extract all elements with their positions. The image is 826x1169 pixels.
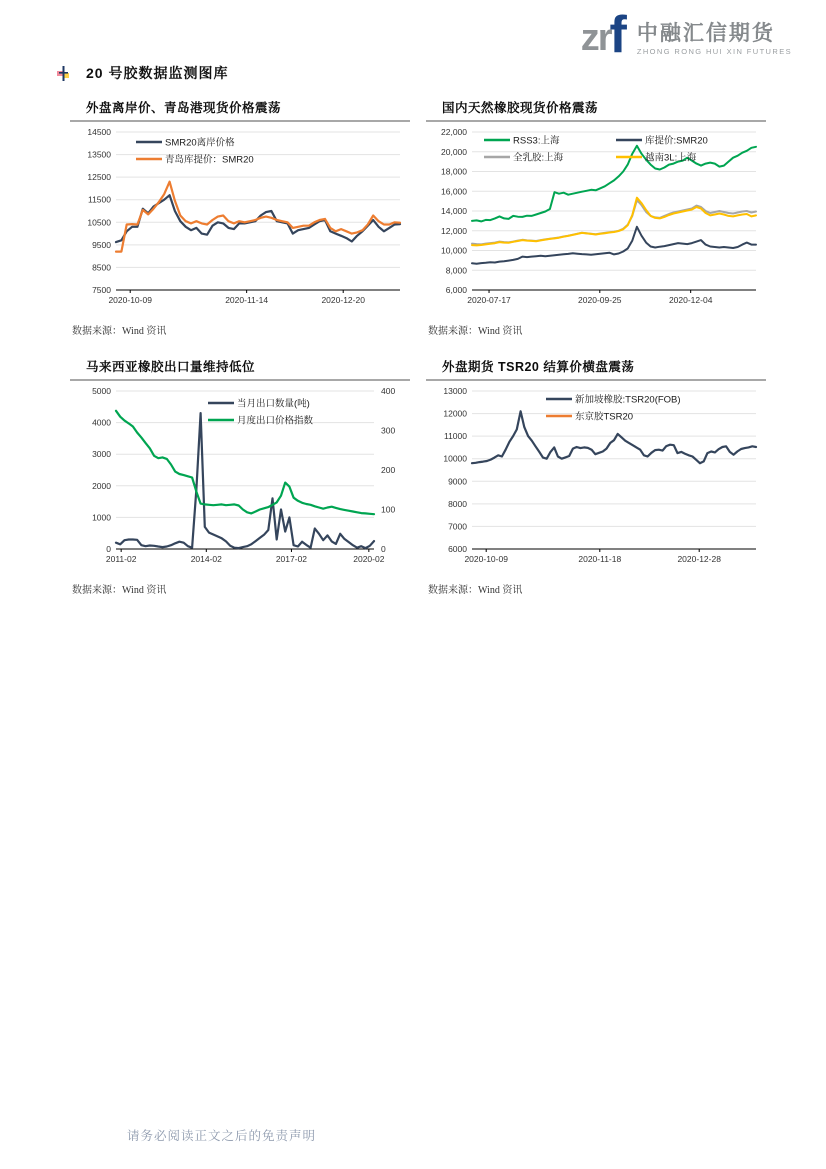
svg-text:SMR20离岸价格: SMR20离岸价格	[165, 137, 235, 149]
logo-zr-text: zr	[580, 16, 611, 59]
svg-text:1000: 1000	[92, 512, 111, 523]
svg-text:18,000: 18,000	[441, 166, 467, 177]
data-source-note: 数据来源：Wind 资讯	[72, 326, 167, 337]
brand-names	[637, 14, 792, 56]
svg-text:400: 400	[381, 386, 396, 396]
svg-text:RSS3:上海: RSS3:上海	[513, 135, 560, 147]
svg-text:12000: 12000	[443, 408, 467, 419]
svg-text:20,000: 20,000	[441, 146, 467, 157]
svg-text:7500: 7500	[92, 285, 111, 295]
data-source-note: 数据来源：Wind 资讯	[428, 585, 523, 596]
svg-text:青岛库提价：SMR20: 青岛库提价：SMR20	[165, 154, 254, 166]
svg-text:12,000: 12,000	[441, 225, 467, 236]
svg-text:库提价:SMR20: 库提价:SMR20	[645, 135, 708, 147]
section-bullet-icon	[57, 66, 70, 81]
svg-text:13000: 13000	[443, 386, 467, 396]
tsr20-settlement-line-chart	[426, 385, 766, 571]
svg-text:新加坡橡胶:TSR20(FOB): 新加坡橡胶:TSR20(FOB)	[575, 394, 681, 406]
chart-card-offshore-qingdao	[70, 98, 410, 337]
svg-text:越南3L:上海: 越南3L:上海	[645, 152, 697, 164]
offshore-qingdao-line-chart	[70, 126, 410, 312]
svg-text:200: 200	[381, 465, 396, 475]
svg-text:2020-11-18: 2020-11-18	[578, 554, 622, 564]
svg-text:2020-11-14: 2020-11-14	[225, 295, 269, 305]
section-title: 20 号胶数据监测图库	[86, 65, 229, 81]
svg-text:11500: 11500	[87, 194, 111, 205]
svg-text:14500: 14500	[87, 127, 111, 137]
svg-text:2014-02: 2014-02	[190, 554, 222, 564]
svg-text:当月出口数量(吨): 当月出口数量(吨)	[237, 398, 310, 410]
svg-text:5000: 5000	[92, 386, 111, 396]
svg-text:0: 0	[381, 544, 386, 554]
title-divider	[426, 379, 766, 381]
chart-card-domestic-spot	[426, 98, 766, 337]
domestic-spot-line-chart	[426, 126, 766, 312]
chart-title: 外盘离岸价、青岛港现货价格震荡	[86, 101, 282, 115]
data-source-note: 数据来源：Wind 资讯	[428, 326, 523, 337]
chart-title: 外盘期货 TSR20 结算价横盘震荡	[442, 360, 635, 374]
svg-text:东京胶TSR20: 东京胶TSR20	[575, 411, 634, 423]
svg-text:10,000: 10,000	[441, 245, 467, 256]
chart-title: 马来西亚橡胶出口量维持低位	[86, 360, 256, 374]
disclaimer-note: 请务必阅读正文之后的免责声明	[127, 1129, 317, 1143]
svg-text:10500: 10500	[87, 217, 111, 228]
svg-text:10000: 10000	[443, 453, 467, 464]
svg-text:2000: 2000	[92, 480, 111, 491]
svg-text:2020-09-25: 2020-09-25	[578, 295, 622, 305]
brand-logo	[580, 6, 792, 64]
svg-text:2017-02: 2017-02	[275, 554, 308, 564]
chart-title: 国内天然橡胶现货价格震荡	[442, 101, 599, 115]
svg-text:月度出口价格指数: 月度出口价格指数	[237, 415, 314, 427]
brand-name-chinese: 中融汇信期货	[636, 22, 775, 45]
svg-text:0: 0	[106, 544, 111, 554]
svg-text:全乳胶:上海: 全乳胶:上海	[513, 152, 564, 164]
svg-text:2020-07-17: 2020-07-17	[467, 295, 511, 305]
logo-f-text: f	[609, 6, 627, 64]
svg-text:12500: 12500	[87, 172, 111, 183]
svg-text:2011-02: 2011-02	[105, 554, 137, 564]
svg-text:2020-12-28: 2020-12-28	[677, 554, 721, 564]
svg-text:2020-10-09: 2020-10-09	[464, 554, 508, 564]
svg-text:6,000: 6,000	[445, 285, 467, 295]
chart-card-tsr20-settlement	[426, 357, 766, 596]
svg-text:13500: 13500	[87, 149, 111, 160]
chart-card-malaysia-export	[70, 357, 410, 596]
charts-grid	[70, 98, 782, 596]
svg-text:2020-12-04: 2020-12-04	[668, 295, 713, 305]
title-divider	[70, 379, 410, 381]
svg-text:22,000: 22,000	[441, 127, 467, 137]
title-divider	[426, 120, 766, 122]
malaysia-export-line-chart	[70, 385, 410, 571]
data-source-note: 数据来源：Wind 资讯	[72, 585, 167, 596]
svg-text:2020-02: 2020-02	[353, 554, 385, 564]
svg-text:2020-10-09: 2020-10-09	[108, 295, 152, 305]
svg-text:100: 100	[381, 504, 396, 515]
svg-text:11000: 11000	[443, 431, 467, 442]
svg-text:14,000: 14,000	[441, 206, 467, 216]
svg-text:6000: 6000	[448, 544, 467, 554]
svg-text:9500: 9500	[92, 239, 111, 250]
svg-text:3000: 3000	[92, 449, 111, 460]
svg-text:2020-12-20: 2020-12-20	[321, 295, 365, 305]
section-heading	[57, 63, 228, 83]
svg-text:300: 300	[381, 425, 396, 436]
svg-text:16,000: 16,000	[441, 186, 467, 197]
svg-text:8,000: 8,000	[445, 265, 467, 276]
svg-text:8500: 8500	[92, 262, 111, 273]
svg-text:8000: 8000	[448, 498, 467, 509]
svg-text:7000: 7000	[448, 521, 467, 532]
brand-name-english: ZHONG RONG HUI XIN FUTURES	[636, 47, 792, 57]
svg-text:9000: 9000	[448, 476, 467, 487]
brand-logomark	[580, 6, 627, 64]
svg-text:4000: 4000	[92, 417, 111, 428]
title-divider	[70, 120, 410, 122]
